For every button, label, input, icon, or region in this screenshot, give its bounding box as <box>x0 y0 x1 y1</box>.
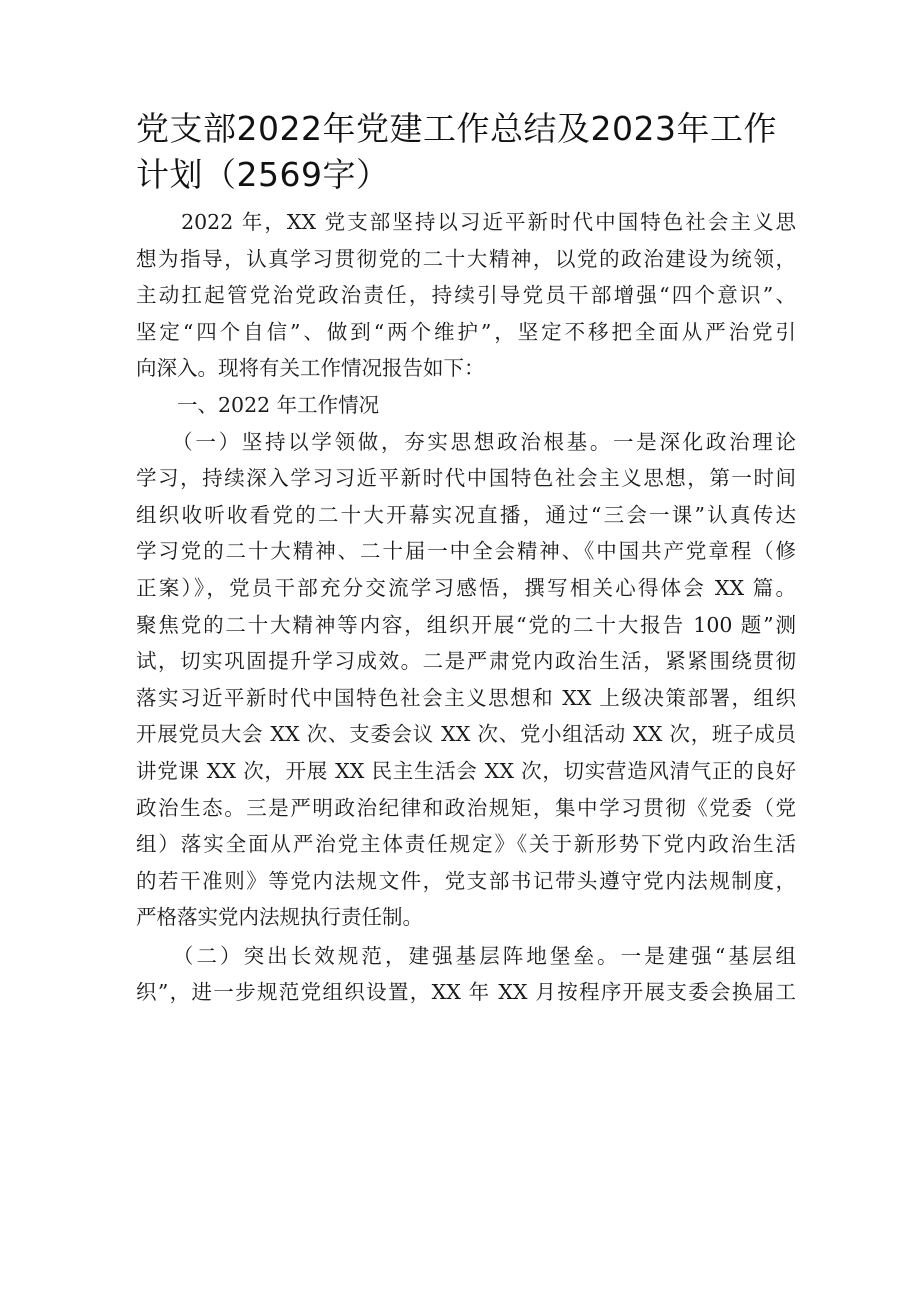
text-line: 严格落实党内法规执行责任制。 <box>136 905 423 930</box>
document-body <box>136 204 796 1011</box>
document-title <box>136 106 796 198</box>
text-line: 主动扛起管党治党政治责任，持续引导党员干部增强“四个意识”、 <box>136 283 796 308</box>
text-line: 组）落实全面从严治党主体责任规定》《关于新形势下党内政治生活 <box>136 832 796 857</box>
text-line: （一）坚持以学领做，夯实思想政治根基。一是深化政治理论 <box>136 429 796 454</box>
subsection-paragraph-1 <box>136 424 796 936</box>
text-line: 的若干准则》等党内法规文件，党支部书记带头遵守党内法规制度， <box>136 868 796 893</box>
text-line: 向深入。现将有关工作情况报告如下： <box>136 356 485 381</box>
text-line: 试，切实巩固提升学习成效。二是严肃党内政治生活，紧紧围绕贯彻 <box>136 649 796 674</box>
section-heading <box>136 387 796 424</box>
text-line: （二）突出长效规范，建强基层阵地堡垒。一是建强“基层组 <box>136 943 796 968</box>
text-line: 聚焦党的二十大精神等内容，组织开展“党的二十大报告 100 题”测 <box>136 612 796 637</box>
text-line: 织”，进一步规范党组织设置，XX 年 XX 月按程序开展支委会换届工 <box>136 980 796 1005</box>
text-line: 学习，持续深入学习习近平新时代中国特色社会主义思想，第一时间 <box>136 466 796 491</box>
subsection-paragraph-2 <box>136 938 796 1011</box>
text-line: 组织收听收看党的二十大开幕实况直播，通过“三会一课”认真传达 <box>136 502 796 527</box>
text-line: 2022 年，XX 党支部坚持以习近平新时代中国特色社会主义思 <box>136 210 796 234</box>
text-line: 学习党的二十大精神、二十届一中全会精神、《中国共产党章程（修 <box>136 539 796 564</box>
text-line: 开展党员大会 XX 次、支委会议 XX 次、党小组活动 XX 次，班子成员 <box>136 722 796 747</box>
text-line: 讲党课 XX 次，开展 XX 民主生活会 XX 次，切实营造风清气正的良好 <box>136 758 796 783</box>
title-line-1: 党支部2022年党建工作总结及2023年工作 <box>136 109 777 148</box>
title-line-2: 计划（2569字） <box>136 155 390 194</box>
text-line: 正案）》，党员干部充分交流学习感悟，撰写相关心得体会 XX 篇。 <box>136 575 796 600</box>
intro-paragraph <box>136 204 796 387</box>
text-line: 一、2022 年工作情况 <box>136 392 380 417</box>
text-line: 坚定“四个自信”、做到“两个维护”，坚定不移把全面从严治党引 <box>136 319 796 344</box>
text-line: 想为指导，认真学习贯彻党的二十大精神，以党的政治建设为统领， <box>136 246 796 271</box>
text-line: 政治生态。三是严明政治纪律和政治规矩，集中学习贯彻《党委（党 <box>136 795 796 820</box>
text-line: 落实习近平新时代中国特色社会主义思想和 XX 上级决策部署，组织 <box>136 685 796 710</box>
